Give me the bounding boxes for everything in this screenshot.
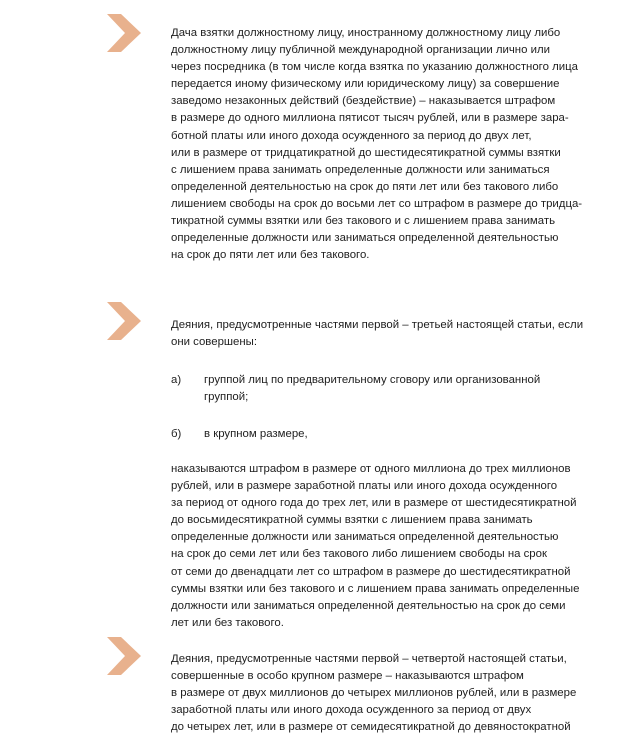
text-line: на срок до пяти лет или без такового. bbox=[171, 249, 370, 262]
text-line: группой; bbox=[204, 391, 249, 404]
text-line: до четырех лет, или в размере от семидесятикратной до девяностократной bbox=[171, 721, 571, 734]
text-line: в размере от двух миллионов до четырех миллионов рублей, или в размере bbox=[171, 687, 577, 700]
text-line: с лишением права занимать определенные должности или заниматься bbox=[171, 163, 550, 176]
chevron-right-icon bbox=[107, 14, 141, 52]
list-item bbox=[204, 372, 540, 406]
list-marker: б) bbox=[171, 428, 182, 440]
text-line: определенные должности или заниматься определенной деятельностью bbox=[171, 232, 559, 245]
paragraph-3 bbox=[171, 651, 577, 736]
paragraph-1 bbox=[171, 25, 583, 264]
text-line: Деяния, предусмотренные частями первой – четвертой настоящей статьи, bbox=[171, 653, 567, 665]
text-line: рублей, или в размере заработной платы или иного дохода осужденного bbox=[171, 480, 558, 493]
text-line: группой лиц по предварительному сговору или организованной bbox=[204, 374, 541, 386]
text-line: определенные должности или заниматься определенной деятельностью bbox=[171, 531, 559, 544]
text-line: лишением свободы на срок до восьми лет со штрафом в размере до тридца- bbox=[171, 197, 583, 210]
text-line: совершенные в особо крупном размере – наказываются штрафом bbox=[171, 670, 524, 683]
paragraph-2-intro bbox=[171, 317, 584, 351]
text-line: должностному лицу публичной международной организации лично или bbox=[171, 44, 550, 57]
list-item bbox=[204, 426, 308, 443]
text-line: от семи до двенадцати лет со штрафом в размере до шестидесятикратной bbox=[171, 565, 571, 578]
text-line: они совершены: bbox=[171, 336, 258, 349]
text-line: ботной платы или иного дохода осужденного за период до двух лет, bbox=[171, 129, 532, 142]
text-line: заработной платы или иного дохода осужденного за период от двух bbox=[171, 704, 532, 717]
chevron-right-icon bbox=[107, 637, 141, 675]
text-line: должности или заниматься определенной деятельностью на срок до семи bbox=[171, 599, 566, 612]
chevron-right-icon bbox=[107, 302, 141, 340]
text-line: Деяния, предусмотренные частями первой – третьей настоящей статьи, если bbox=[171, 319, 584, 331]
text-line: тикратной суммы взятки или без такового и с лишением права занимать bbox=[171, 215, 555, 228]
text-line: определенной деятельностью на срок до пяти лет или без такового либо bbox=[171, 180, 559, 193]
paragraph-2-penalty bbox=[171, 461, 580, 632]
text-line: передается иному физическому или юридическому лицу) за совершение bbox=[171, 78, 560, 91]
text-line: в размере до одного миллиона пятисот тысяч рублей, или в размере зара- bbox=[171, 112, 569, 125]
text-line: до восьмидесятикратной суммы взятки с лишением права занимать bbox=[171, 514, 533, 527]
text-line: лет или без такового. bbox=[171, 616, 284, 629]
text-line: через посредника (в том числе когда взятка по указанию должностного лица bbox=[171, 61, 578, 74]
text-line: наказываются штрафом в размере от одного миллиона до трех миллионов bbox=[171, 463, 571, 475]
text-line: суммы взятки или без такового и с лишением права занимать определенные bbox=[171, 582, 580, 595]
text-line: за период от одного года до трех лет, или в размере от шестидесятикратной bbox=[171, 497, 577, 510]
text-line: или в размере от тридцатикратной до шестидесятикратной суммы взятки bbox=[171, 146, 561, 159]
text-line: Дача взятки должностному лицу, иностранному должностному лицу либо bbox=[171, 27, 561, 39]
text-line: на срок до семи лет или без такового либо лишением свободы на срок bbox=[171, 548, 547, 561]
list-marker: а) bbox=[171, 374, 182, 386]
text-line: заведомо незаконных действий (бездействие) – наказывается штрафом bbox=[171, 95, 556, 108]
text-line: в крупном размере, bbox=[204, 428, 308, 440]
